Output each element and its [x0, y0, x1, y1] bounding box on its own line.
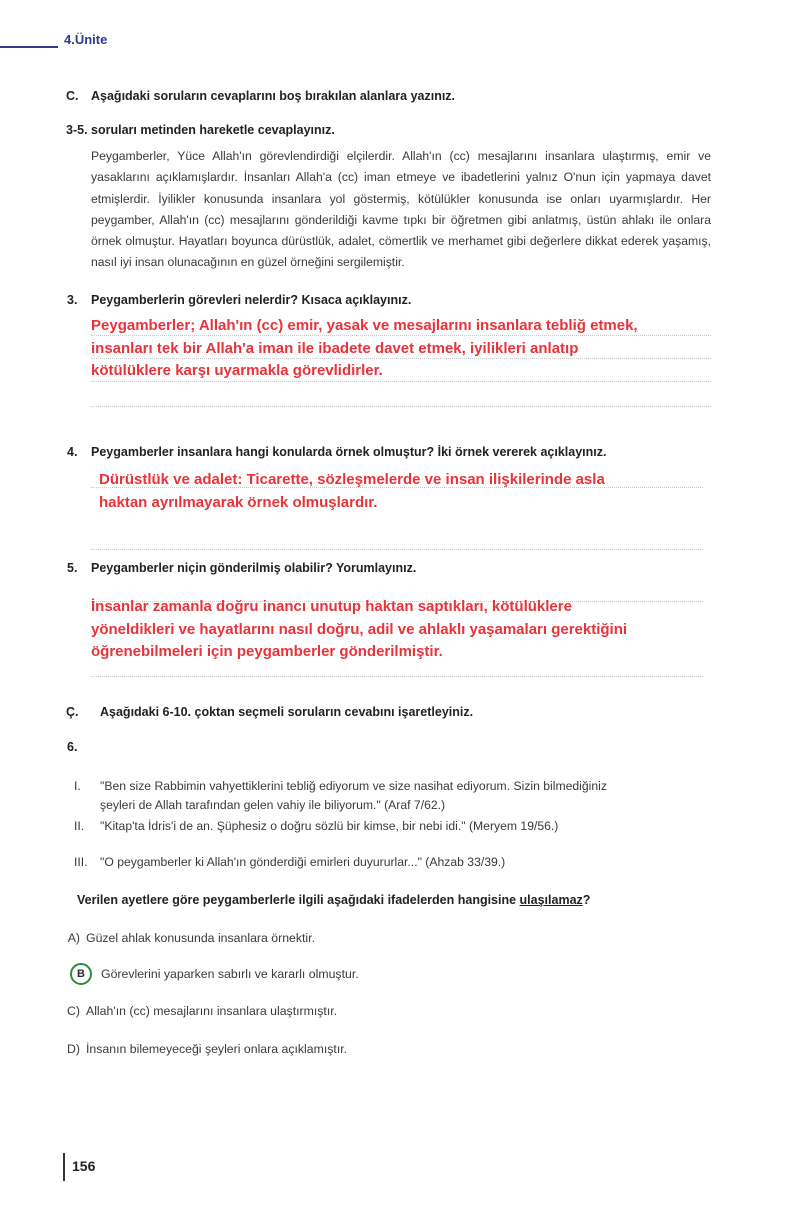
option-text: Güzel ahlak konusunda insanlara örnektir.: [86, 931, 315, 945]
answer-line-text: öğrenebilmeleri için peygamberler gönderilmiştir.: [91, 643, 443, 660]
ayet-item-1: [74, 777, 724, 815]
answer-line: [91, 549, 703, 550]
answer-line: [91, 676, 703, 677]
question-number: 4.: [67, 445, 78, 459]
answer-line: [91, 406, 711, 407]
passage: Peygamberler, Yüce Allah'ın görevlendirdiği elçilerdir. Allah'ın (cc) mesajlarını insanlara ulaştırmış, emir ve yasaklarını açıklamışlardır. İnsanları Allah'a (cc) iman etmeye ve ibadetlerini yalnız O'nun için yapmaya davet etmişlerdir. İyilikler konusunda insanlara yol göstermiş, kötülükler konusunda ise onları uyarmışlardır. Her peygamber, Allah'ın (cc) mesajlarını gönderildiği kavme tıpkı bir öğretmen gibi anlatmış, üstün ahlakı ile onlara örnek olmuştur. Hayatları boyunca dürüstlük, adalet, cömertlik ve merhamet gibi değerlere dikkat ederek yaşamış, nasıl iyi insan olunacağının en güzel örneğini sergilemiştir.: [91, 149, 711, 270]
answer-line-text: yöneldikleri ve hayatlarını nasıl doğru, adil ve ahlaklı yaşamaları gerektiğini: [91, 620, 628, 638]
ayet-item-3: [74, 853, 724, 872]
roman-numeral: III.: [74, 855, 88, 869]
stem-end: ?: [582, 893, 591, 907]
option-letter: A): [67, 931, 80, 945]
answer-3[interactable]: [91, 315, 638, 383]
ayet-text: şeyleri de Allah tarafından gelen vahiy ile biliyorum." (Araf 7/62.): [100, 798, 446, 812]
option-text: Görevlerini yaparken sabırlı ve kararlı olmuştur.: [101, 967, 359, 981]
option-text: İnsanın bilemeyeceği şeyleri onlara açıklamıştır.: [86, 1042, 348, 1056]
answer-line-text: haktan ayrılmayarak örnek olmuşlardır.: [99, 493, 378, 511]
option-text: Allah'ın (cc) mesajlarını insanlara ulaştırmıştır.: [86, 1004, 338, 1018]
answer-4[interactable]: [99, 469, 605, 514]
question-5: [67, 561, 416, 575]
option-c[interactable]: [58, 1004, 337, 1018]
subheading: 3-5. soruları metinden hareketle cevaplayınız.: [66, 123, 335, 137]
question-text: Peygamberlerin görevleri nelerdir? Kısaca açıklayınız.: [91, 293, 412, 307]
answer-5[interactable]: [91, 596, 627, 664]
roman-numeral: I.: [74, 779, 81, 793]
answer-line-text: İnsanlar zamanla doğru inancı unutup haktan saptıkları, kötülüklere: [91, 598, 572, 615]
question-6-stem: [77, 893, 590, 907]
selected-answer-mark[interactable]: B: [70, 963, 92, 985]
section-cc-instruction: Aşağıdaki 6-10. çoktan seçmeli soruların cevabını işaretleyiniz.: [100, 705, 474, 719]
section-cc-letter: Ç.: [66, 705, 79, 719]
stem-underlined: ulaşılamaz: [519, 893, 583, 907]
question-number: 3.: [67, 293, 78, 307]
option-letter: D): [67, 1042, 80, 1056]
section-c-letter: C.: [66, 89, 79, 103]
option-letter: C): [67, 1004, 80, 1018]
ayet-text: "Kitap'ta İdris'i de an. Şüphesiz o doğru sözlü bir kimse, bir nebi idi." (Meryem 19/56.): [100, 819, 559, 833]
ayet-text: "O peygamberler ki Allah'ın gönderdiği emirleri duyururlar..." (Ahzab 33/39.): [100, 855, 506, 869]
answer-line-text: insanları tek bir Allah'a iman ile ibadete davet etmek, iyilikleri anlatıp: [91, 339, 579, 357]
ayet-item-2: [74, 817, 724, 836]
answer-line-text: Dürüstlük ve adalet: Ticarette, sözleşmelerde ve insan ilişkilerinde asla: [99, 471, 605, 488]
page-number-bar: [63, 1153, 65, 1181]
option-d[interactable]: [58, 1042, 347, 1056]
option-a[interactable]: [58, 931, 315, 945]
unit-underline: [0, 46, 58, 48]
unit-label: 4.Ünite: [64, 32, 108, 47]
section-c-instruction: Aşağıdaki soruların cevaplarını boş bırakılan alanlara yazınız.: [91, 89, 456, 103]
ayet-text: "Ben size Rabbimin vahyettiklerini tebliğ ediyorum ve size nasihat ediyorum. Sizin bilmediğiniz: [100, 779, 607, 793]
question-3: [67, 293, 411, 307]
option-b[interactable]: [101, 967, 359, 981]
question-6-number: 6.: [67, 740, 78, 754]
section-c-heading: [66, 89, 455, 103]
page-number: 156: [72, 1158, 96, 1174]
answer-line-text: Peygamberler; Allah'ın (cc) emir, yasak ve mesajlarını insanlara tebliğ etmek,: [91, 317, 638, 334]
question-4: [67, 445, 606, 459]
answer-line-text: kötülüklere karşı uyarmakla görevlidirler.: [91, 362, 383, 379]
stem-text: Verilen ayetlere göre peygamberlerle ilgili aşağıdaki ifadelerden hangisine: [77, 893, 520, 907]
roman-numeral: II.: [74, 819, 85, 833]
question-number: 5.: [67, 561, 78, 575]
section-cc-heading: [66, 705, 473, 719]
question-text: Peygamberler insanlara hangi konularda örnek olmuştur? İki örnek vererek açıklayınız.: [91, 445, 607, 459]
question-text: Peygamberler niçin gönderilmiş olabilir? Yorumlayınız.: [91, 561, 417, 575]
